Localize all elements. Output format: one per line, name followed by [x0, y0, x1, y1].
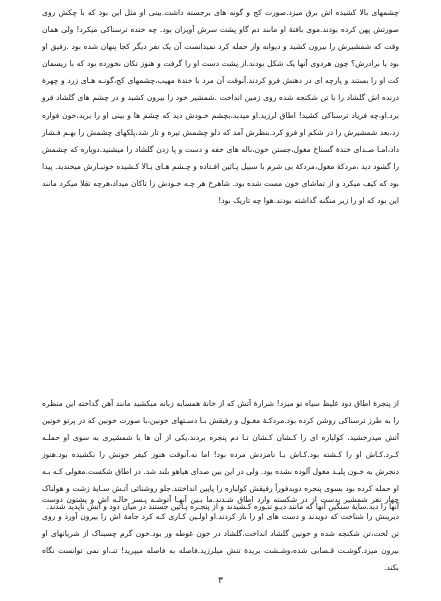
paragraph-text: چهار نفر شمشیر بدست از در شکسته وارد اطاق شـدند.ما بـین آنهـا آتوشـه پـسر خالـه اش و پشتون دوست دیرینش را شناخت که دویدند و دست های او را باز کردند.او اولـین کـاری کـه کرد جامهٔ اش را بیرون آورد و روی تن لخت،تن شکنجه شده و خونین گلشاد انداخت.گلشاد در خون غوطه ور بود.خون گرم چسبناک از شریانهای او بیرون میزد.گوشـت قـصابی شده،وشـشت بریده‌ٔ تنش میلرزید.فاصله به فاصله میپرید! تنـ،او نمی توانست نگاه بکند.	[42, 495, 399, 573]
page-number: ۳	[218, 576, 223, 586]
paragraph-text: از پنجرهٔ اطاق دود غلیظ سیاه تو میزد! شرارهٔ آتش که از خانهٔ همسایه زبانه میکشید مانند آهن گداخته این منظره را به طرز ترسناکی روشن کرده بود.مردکـهٔ مغـول و رفیقش بـا دسـتهای خونین،با صورت خونین که در پرتو خونین آتش میدرخشید، کولباره ای را کـشان کـشان تـا دم پنجره بردند.یکی از آن ها با شمشیری به سوی او حملـه کـرد.کـاش او را کـشته بود.کـاش بـا نامزدش مرده بود! اما نه.آنوقت هنوز کیفر خونش را نکشیده بود.هنوز دنجرش به خـون پلیـد مغول آلوده نشده بود. ولی در این بین صدای هیاهو بلند شد. در اطاق شکست.مغولی کـه بـه او حمله کرده بود بسوی پنجره دویدفوراً رفیقش کولباره را پایین انداختند.جلو روشنائی آتـش سـایهٔ زشت و هولناک آنها را دید.سایهٔ سنگین آنها که مانند دیـو تنـوره کـشیدند و از پنجـره پـائین جستند در میان دود و آتش ناپدید شدند.	[42, 399, 399, 511]
paragraph-text: چشمهای بالا کشیده اش برق میزد.صورت کج و گونه های برجسته داشت.بینی او مثل این بود که با چکش روی صورتش پهن کرده بودند.موی بافتهٔ او مانند دم گاو پشت سرش آویزان بود. چه خنده ترسناکی میکرد! ولی همان وقت که شمشیرش را بیرون کشید و دیوانه وار حمله کرد نمیدانست آن یک نفر دیگر کجا پنهان شده بود .رفیق او بود یا برادرش؟ چون هردوی آنها یک شکل بودند.از پشت دست او را گرفت و هنوز تکان نخورده بود که با ریسمان کت او را بستند و پارچه ای در دهنش فرو کردند.آنوقت آن مرد با خندهٔ مهیب،چشمهای کج،گونـه هـای زرد و چهرهٔ درنده اش گلشاد را با تن شکنجه شده روی زمین انداخت .شمشیر خود را بیرون کشید و در چشم های گلشاد فرو برد.او،چه فریاد ترسناکی کشید! اطاق لرزید.او میدید،بچشم خـودش دید که چشم ها و بینی او را برید،خون فواره زد،بعد شمشیرش را در شکم او فرو کرد.بنظرش آمد که دلو چشمش تیره و تار شد،پلکهای چشمش را بهـم فـشار داد،امـا صـدای خندهٔ گستاخ مغول،جستن خون،ناله های خفه و دست و پا زدن گلشاد را میشنید.دوباره که چشمش را گشود دید ،مردکهٔ مغول،مردکهٔ بی شرم با سبیل پـائین افـتاده و چـشم هـای بـالا کـشیده خونبـارش میخندید. پیدا بود که کیف میکرد و از تماشای خون مست شده بود. شاهرخ هر چـه خـودش را تاکان میداد،هرچه تقلا میکرد مانند این بود که او را زیر منگنه گذاشته بودند.هوا چه تاریک بود!	[42, 8, 399, 206]
paragraph-3	[42, 491, 399, 576]
paragraph-1	[42, 4, 399, 209]
